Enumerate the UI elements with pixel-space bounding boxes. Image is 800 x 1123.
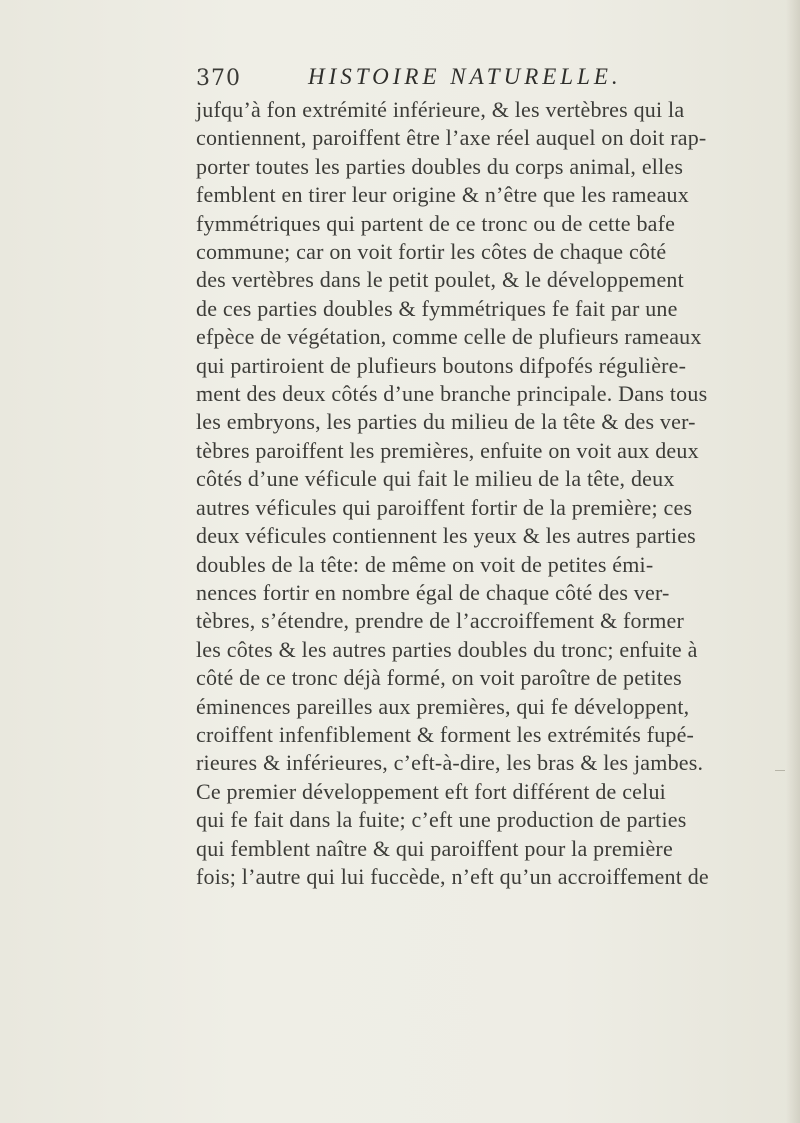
text-line: nences fortir en nombre égal de chaque côté des ver- xyxy=(196,579,670,605)
text-line: côté de ce tronc déjà formé, on voit paroître de petites xyxy=(196,665,682,691)
text-line: de ces parties doubles & fymmétriques fe fait par une xyxy=(196,295,678,321)
text-line: contiennent, paroiffent être l’axe réel auquel on doit rap- xyxy=(196,125,707,151)
text-line: côtés d’une véficule qui fait le milieu de la tête, deux xyxy=(196,466,675,492)
text-line: doubles de la tête: de même on voit de petites émi- xyxy=(196,551,654,577)
text-line: rieures & inférieures, c’eft-à-dire, les bras & les jambes. xyxy=(196,750,704,776)
text-line: éminences pareilles aux premières, qui fe développent, xyxy=(196,693,690,719)
text-line: qui femblent naître & qui paroiffent pour la première xyxy=(196,835,673,861)
page-edge-shadow xyxy=(786,0,800,1123)
text-line: les côtes & les autres parties doubles du tronc; enfuite à xyxy=(196,636,698,662)
text-line: commune; car on voit fortir les côtes de chaque côté xyxy=(196,239,667,265)
text-line: jufqu’à fon extrémité inférieure, & les vertèbres qui la xyxy=(196,97,685,122)
body-text xyxy=(196,96,709,891)
text-line: les embryons, les parties du milieu de la tête & des ver- xyxy=(196,409,696,435)
text-line: porter toutes les parties doubles du corps animal, elles xyxy=(196,153,684,179)
page-number: 370 xyxy=(196,66,241,91)
running-title: HISTOIRE NATURELLE. xyxy=(308,64,622,89)
text-line: tèbres, s’étendre, prendre de l’accroiffement & former xyxy=(196,608,685,634)
text-line: fymmétriques qui partent de ce tronc ou de cette bafe xyxy=(196,210,676,236)
text-line: efpèce de végétation, comme celle de plufieurs rameaux xyxy=(196,324,702,350)
text-line: autres véficules qui paroiffent fortir de la première; ces xyxy=(196,494,693,520)
margin-mark xyxy=(775,770,785,771)
text-line: fois; l’autre qui lui fuccède, n’eft qu’un accroiffement de xyxy=(196,863,709,889)
text-line: ment des deux côtés d’une branche principale. Dans tous xyxy=(196,381,708,407)
text-line: femblent en tirer leur origine & n’être que les rameaux xyxy=(196,182,689,208)
text-line: croiffent infenfiblement & forment les extrémités fupé- xyxy=(196,721,695,747)
text-line: qui fe fait dans la fuite; c’eft une production de parties xyxy=(196,807,687,833)
text-line: qui partiroient de plufieurs boutons difpofés régulière- xyxy=(196,352,687,378)
text-line: tèbres paroiffent les premières, enfuite on voit aux deux xyxy=(196,437,699,463)
text-line: des vertèbres dans le petit poulet, & le développement xyxy=(196,267,684,293)
text-line: Ce premier développement eft fort différent de celui xyxy=(196,778,666,804)
page-header xyxy=(196,66,656,96)
text-line: deux véficules contiennent les yeux & les autres parties xyxy=(196,523,696,549)
